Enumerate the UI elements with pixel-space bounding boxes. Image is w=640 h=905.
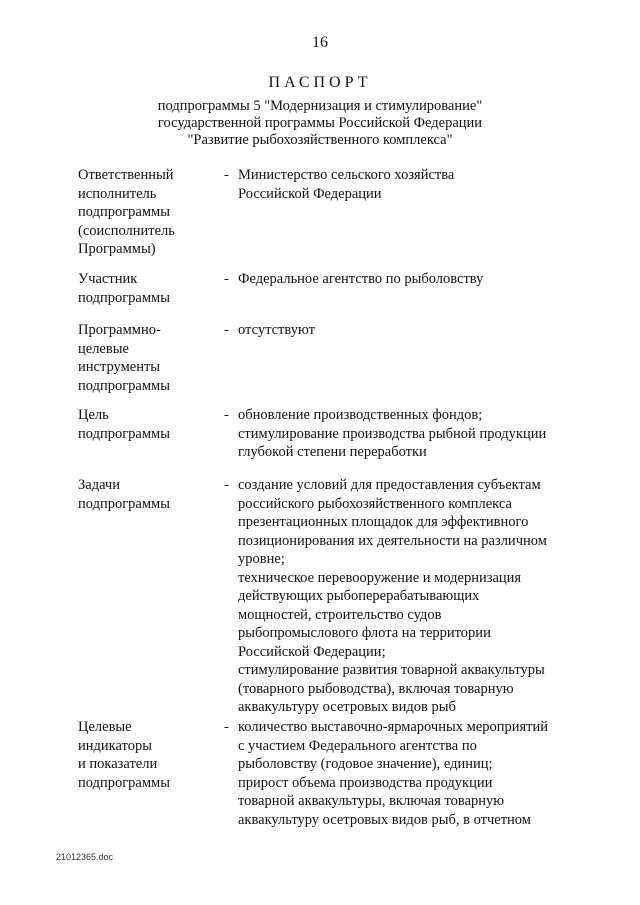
label-line: индикаторы — [78, 737, 152, 754]
subtitle-line: государственной программы Российской Федерации — [157, 115, 483, 131]
field-dash: - — [224, 477, 229, 493]
value-line: стимулирование производства рыбной продукции — [238, 425, 547, 442]
field-label — [78, 321, 218, 395]
field-dash: - — [224, 271, 229, 287]
label-line: Целевые — [78, 719, 132, 735]
field-value — [238, 406, 578, 462]
value-line: Министерство сельского хозяйства — [238, 167, 455, 183]
field-label — [78, 718, 218, 792]
field-label — [78, 270, 218, 307]
value-line: действующих рыбоперерабатывающих — [238, 588, 480, 604]
field-label — [78, 166, 218, 259]
value-line: создание условий для предоставления субъектам — [238, 477, 541, 493]
value-line: мощностей, строительство судов — [238, 606, 442, 623]
value-line: отсутствуют — [238, 322, 315, 338]
field-label — [78, 476, 218, 513]
label-line: целевые — [78, 340, 129, 357]
label-line: Участник — [78, 271, 138, 287]
field-value — [238, 166, 578, 203]
field-dash: - — [224, 719, 229, 735]
subtitle-line: подпрограммы 5 "Модернизация и стимулирование" — [157, 98, 483, 114]
label-line: и показатели — [78, 756, 158, 772]
field-dash: - — [224, 407, 229, 423]
page-number: 16 — [312, 34, 328, 51]
label-line: Задачи — [78, 477, 120, 493]
value-line: Российской Федерации — [238, 185, 382, 202]
value-line: позиционирования их деятельности на различном — [238, 532, 547, 549]
field-value — [238, 476, 578, 717]
label-line: Программы) — [78, 241, 156, 257]
value-line: аквакультуру осетровых видов рыб, в отчетном — [238, 811, 531, 828]
field-value — [238, 718, 578, 829]
footer-file-code: 21012365.doc — [56, 852, 114, 862]
value-line: аквакультуру осетровых видов рыб — [238, 699, 456, 715]
value-line: российского рыбохозяйственного комплекса — [238, 495, 512, 512]
value-line: Федеральное агентство по рыболовству — [238, 271, 484, 287]
value-line: количество выставочно-ярмарочных мероприятий — [238, 719, 548, 735]
value-line: (товарного рыбоводства), включая товарную — [238, 680, 514, 697]
value-line: обновление производственных фондов; — [238, 407, 483, 423]
value-line: глубокой степени переработки — [238, 444, 427, 460]
document-subtitle — [0, 98, 640, 149]
field-dash: - — [224, 167, 229, 183]
label-line: Цель — [78, 407, 109, 423]
label-line: подпрограммы — [78, 204, 170, 220]
value-line: рыболовству (годовое значение), единиц; — [238, 756, 493, 772]
label-line: исполнитель — [78, 185, 157, 202]
label-line: подпрограммы — [78, 774, 170, 791]
field-value — [238, 270, 578, 289]
value-line: с участием Федерального агентства по — [238, 737, 477, 754]
label-line: подпрограммы — [78, 289, 170, 306]
label-line: Ответственный — [78, 167, 174, 183]
value-line: презентационных площадок для эффективного — [238, 514, 529, 530]
field-value — [238, 321, 578, 340]
value-line: товарной аквакультуры, включая товарную — [238, 793, 505, 809]
label-line: подпрограммы — [78, 425, 170, 442]
value-line: прирост объема производства продукции — [238, 774, 493, 791]
field-dash: - — [224, 322, 229, 338]
value-line: Российской Федерации; — [238, 643, 386, 660]
subtitle-line: "Развитие рыбохозяйственного комплекса" — [187, 132, 453, 148]
value-line: стимулирование развития товарной аквакультуры — [238, 662, 545, 678]
label-line: подпрограммы — [78, 495, 170, 512]
label-line: инструменты — [78, 359, 161, 375]
field-label — [78, 406, 218, 443]
document-title: ПАСПОРТ — [268, 74, 372, 91]
label-line: подпрограммы — [78, 377, 170, 394]
value-line: уровне; — [238, 551, 285, 567]
label-line: (соисполнитель — [78, 222, 175, 239]
label-line: Программно- — [78, 322, 161, 338]
value-line: техническое перевооружение и модернизация — [238, 569, 522, 586]
value-line: рыбопромыслового флота на территории — [238, 625, 491, 641]
